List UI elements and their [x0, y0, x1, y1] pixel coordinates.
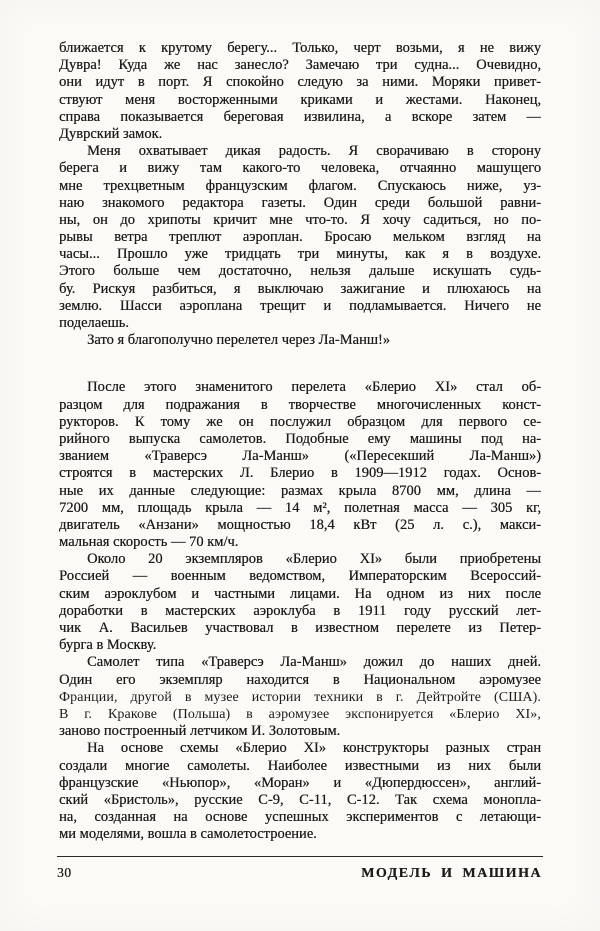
text-line: ский «Бристоль», русские С-9, С-11, С-12. Так схема монопла- [59, 791, 541, 808]
text-line: землю. Шасси аэроплана трещит и подламывается. Ничего не [59, 297, 541, 314]
text-line: Франции, другой в музее истории техники в г. Дейтройте (США). [59, 689, 541, 705]
section-break [59, 349, 541, 379]
text-line: они идут в порт. Я спокойно следую за ними. Моряки привет- [59, 74, 541, 91]
page-number: 30 [57, 865, 72, 880]
text-line: рукторов. К тому же он послужил образцом для первого се- [59, 413, 541, 430]
text-line: рийного выпуска самолетов. Подобные ему машины под на- [59, 430, 541, 447]
text-line: Один его экземпляр находится в Национальном аэромузее [59, 671, 541, 688]
text-line: справа показывается береговая извилина, а вскоре затем — [59, 108, 541, 125]
text-line: Дуврский замок. [59, 125, 163, 142]
text-line: чик А. Васильев участвовал в известном перелете из Петер- [59, 620, 541, 636]
text-line: Меня охватывает дикая радость. Я сворачиваю в сторону [87, 143, 541, 160]
text-line: мне трехцветным французским флагом. Спускаюсь ниже, уз- [59, 177, 541, 194]
text-line: После этого знаменитого перелета «Блерио XI» стал об- [87, 379, 541, 396]
paragraph [59, 740, 541, 843]
text-line: Дувра! Куда же нас занесло? Замечаю три судна... Очевидно, [59, 57, 541, 74]
text-line: ствуют меня восторженными криками и жестами. Наконец, [59, 91, 541, 108]
text-line: наю знакомого редактора газеты. Один среди большой равни- [59, 194, 541, 211]
text-line: поделаешь. [59, 315, 129, 331]
text-line: На основе схемы «Блерио XI» конструкторы разных стран [87, 740, 541, 757]
text-line: часы... Прошло уже тридцать три минуты, как я в воздухе. [59, 246, 541, 263]
text-line: рывы ветра треплют аэроплан. Бросаю мельком взгляд на [59, 229, 541, 246]
text-line: ми моделями, вошла в самолетостроение. [59, 826, 317, 843]
text-line: создали многие самолеты. Наиболее известными из них были [59, 757, 541, 774]
text-line: Зато я благополучно перелетел через Ла-Манш!» [87, 332, 390, 349]
text-line: ны, он до хрипоты кричит мне что-то. Я хочу садиться, но по- [59, 211, 541, 228]
text-line: ближается к крутому берегу... Только, черт возьми, я не вижу [59, 40, 541, 56]
text-line: французские «Ньюпор», «Моран» и «Дюпердюссен», англий- [59, 774, 541, 791]
text-line: доработки в мастерских аэроклуба в 1911 году русский лет- [59, 602, 541, 619]
text-line: разцом для подражания в творчестве многочисленных конст- [59, 396, 541, 413]
text-line: Около 20 экземпляров «Блерио XI» были приобретены [87, 551, 541, 568]
page-footer [57, 865, 542, 882]
text-line: заново построенный летчиком И. Золотовым. [59, 723, 341, 740]
text-line: Этого больше чем достаточно, нельзя дальше искушать судь- [59, 263, 541, 280]
text-line: Самолет типа «Траверсэ Ла-Манш» дожил до наших дней. [87, 654, 541, 671]
paragraph [59, 332, 541, 349]
text-line: берега и вижу там какого-то человека, отчаянно машущего [59, 160, 541, 177]
page-body-text [59, 40, 541, 843]
text-line: Россией — военным ведомством, Императорским Всероссий- [59, 568, 541, 585]
text-line: на, созданная на основе успешных экспериментов с летающи- [59, 809, 541, 826]
paragraph [59, 551, 541, 654]
paragraph [59, 40, 541, 143]
text-line: ные их данные следующие: размах крыла 8700 мм, длина — [59, 482, 541, 499]
text-line: ским аэроклубом и частными лицами. На одном из них после [59, 585, 541, 602]
paragraph [59, 379, 541, 551]
paragraph [59, 654, 541, 740]
text-line: двигатель «Анзани» мощностью 18,4 кВт (25 л. с.), макси- [59, 516, 541, 533]
text-line: строятся в мастерских Л. Блерио в 1909—1912 годах. Основ- [59, 465, 541, 482]
paragraph [59, 143, 541, 332]
text-line: мальная скорость — 70 км/ч. [59, 534, 239, 551]
footer-divider [57, 856, 543, 857]
running-title: МОДЕЛЬ И МАШИНА [361, 866, 542, 881]
text-line: бу. Рискуя разбиться, я выключаю зажигание и плюхаюсь на [59, 280, 541, 297]
text-line: бурга в Москву. [59, 637, 157, 654]
text-line: званием «Траверсэ Ла-Манш» («Пересекший Ла-Манш») [59, 448, 541, 465]
text-line: 7200 мм, площадь крыла — 14 м², полетная масса — 305 кг, [59, 499, 541, 516]
text-line: В г. Кракове (Польша) в аэромузее экспонируется «Блерио XI», [59, 706, 541, 722]
